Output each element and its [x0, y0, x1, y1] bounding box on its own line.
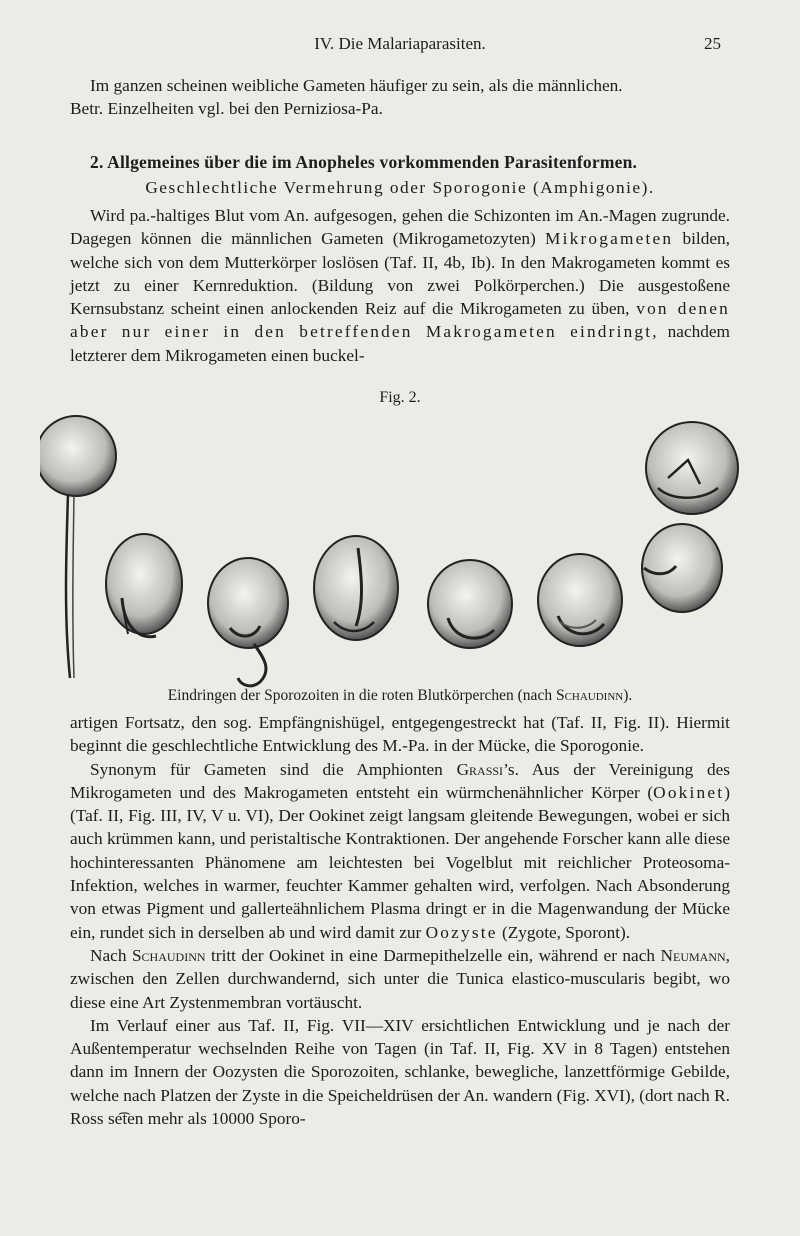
p3-text-2: ’s. Aus der Vereinigung des Mikrogameten und des Makrogameten entsteht ein würmchenähnlicher Körper (: [70, 759, 730, 802]
section-heading: 2. Allgemeines über die im Anopheles vorkommenden Parasitenformen.: [90, 152, 638, 172]
p3-spaced-2: Oozyste: [425, 922, 498, 942]
paragraph-4: [70, 944, 730, 1014]
section-subheading: Geschlechtliche Vermehrung oder Sporogonie (Amphigonie).: [145, 178, 655, 197]
p4-text-2: tritt der Ookinet in eine Darmepithelzelle ein, während er nach: [205, 945, 661, 965]
p3-text-1: Synonym für Gameten sind die Amphionten: [90, 759, 457, 779]
intro-line-2: Betr. Einzelheiten vgl. bei den Perniziosa-Pa.: [70, 99, 383, 119]
figure-sporozoites-illustration: [40, 408, 760, 690]
paragraph-2: artigen Fortsatz, den sog. Empfängnishügel, entgegengestreckt hat (Taf. II, Fig. II). Hiermit beginnt die geschlechtliche Entwicklung des M.-Pa. in der Mücke, die Sporogonie.: [70, 713, 730, 756]
p4-author-1: Schaudinn: [131, 945, 206, 965]
p5-author: R. Ross: [70, 1085, 730, 1129]
p4-text-3: , zwischen den Zellen durchwandernd, sich unter die Tunica elastico-muscularis begibt, wo diese eine Art Zystenmembran vortäuscht.: [70, 945, 730, 1012]
blood-cell-4: [314, 536, 398, 640]
p1-spaced-1: Mikrogameten: [545, 229, 674, 249]
blood-cell-2: [106, 534, 182, 637]
chapter-title: IV. Die Malariaparasiten.: [314, 34, 486, 53]
p3-author: Grassi: [456, 759, 504, 779]
blood-cell-8: [642, 524, 722, 612]
p4-author-2: Neumann: [660, 945, 726, 965]
p1-text-3: , nachdem letzterer dem Mikrogameten einen buckel-: [70, 322, 731, 365]
page-number: 25: [704, 34, 721, 53]
p1-text-2: bilden, welche sich von dem Mutterkörper loslösen (Taf. II, 4b, Ib). In den Makrogameten kommt es jetzt zu einer Kernreduktion. (Bildung von zwei Polkörperchen.) Die ausgestoßene Kernsubstanz scheint einen anlockenden Reiz auf die Mikrogameten zu üben,: [70, 229, 730, 319]
p1-text-1: Wird pa.-haltiges Blut vom An. aufgesogen, gehen die Schizonten im An.-Magen zugrunde. Dagegen können die männlichen Gameten (Mikrogametozyten): [70, 206, 730, 249]
p5-text-1: Im Verlauf einer aus Taf. II, Fig. VII—XIV ersichtlichen Entwicklung und je nach der Außentemperatur wechselnden Reihe von Tagen (in Taf. II, Fig. XV in 8 Tagen) entstehen dann im Innern der Oozysten die Sporozoiten, schlanke, bewegliche, lanzettförmige Gebilde, welche nach Platzen der Zyste in die Speicheldrüsen der An. wandern (Fig. XVI), (dort nach: [70, 1015, 730, 1105]
running-head: [0, 34, 800, 58]
figure-label: Fig. 2.: [379, 389, 421, 406]
blood-cell-6: [538, 554, 622, 646]
blood-cell-3: [208, 558, 288, 686]
intro-paragraph: [70, 74, 730, 121]
figure-caption: [0, 687, 800, 705]
blood-cell-1: [40, 416, 116, 678]
paragraph-5: [70, 1014, 730, 1130]
caption-author: Schaudinn: [555, 687, 624, 704]
p4-text-1: Nach: [90, 945, 132, 965]
intro-line-1: Im ganzen scheinen weibliche Gameten häufiger zu sein, als die männlichen.: [90, 76, 623, 95]
paragraph-3: [70, 758, 730, 944]
p3-spaced-1: Ookinet: [653, 782, 725, 802]
caption-text: Eindringen der Sporozoiten in die roten Blutkörperchen (nach: [167, 687, 556, 704]
p5-text-2: se͡ten mehr als 10000 Sporo-: [103, 1109, 306, 1129]
blood-cell-7: [646, 422, 738, 514]
p1-spaced-2: von denen aber nur einer in den betreffenden Makrogameten eindringt: [70, 299, 730, 342]
body-text: [70, 711, 730, 1130]
p3-text-4: (Zygote, Sporont).: [497, 922, 631, 942]
paragraph-1: [70, 204, 730, 367]
p3-text-3: ) (Taf. II, Fig. III, IV, V u. VI), Der Ookinet zeigt langsam gleitende Bewegungen, wobei er sich auch krümmen kann, und peristaltische Kontraktionen. Der angehende Forscher kann alle diese hochinteressanten Phänomene am leichtesten bei Vogelblut mit reichlicher Proteosoma-Infektion, welches in warmer, feuchter Kammer gehalten wird, verfolgen. Nach Absonderung von etwas Pigment und gallerteähnlichem Plasma dringt er in die Magenwandung der Mücke ein, rundet sich in derselben ab und wird damit zur: [70, 782, 730, 942]
blood-cell-5: [428, 560, 512, 648]
caption-end: ).: [623, 687, 633, 704]
